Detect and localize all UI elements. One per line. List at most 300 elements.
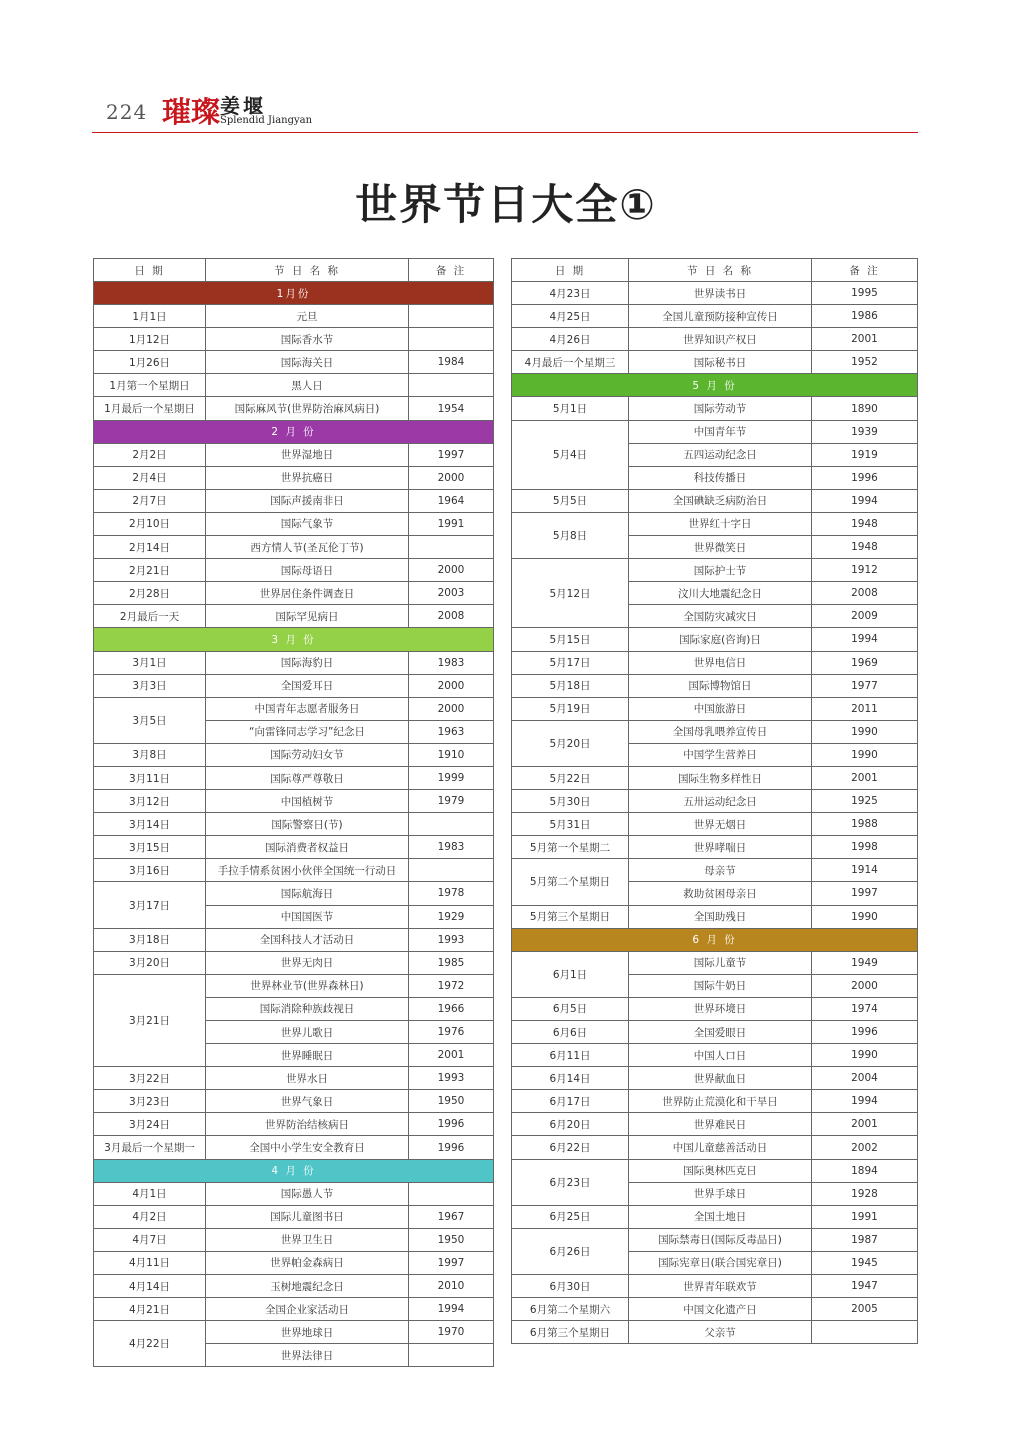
festival-date: 3月24日 [94, 1113, 206, 1136]
festival-name: 五卅运动纪念日 [629, 790, 812, 813]
table-row [94, 1275, 494, 1298]
festival-name: 世界湿地日 [206, 443, 409, 466]
table-row [512, 1136, 918, 1159]
festival-name: 国际博物馆日 [629, 674, 812, 697]
table-row [512, 559, 918, 582]
festival-note: 1914 [812, 859, 918, 882]
table-row [94, 512, 494, 535]
festival-note: 1952 [812, 351, 918, 374]
festival-name: 全国企业家活动日 [206, 1298, 409, 1321]
table-row [512, 1321, 918, 1344]
festival-date: 4月14日 [94, 1275, 206, 1298]
festival-name: 世界水日 [206, 1067, 409, 1090]
festival-date: 6月22日 [512, 1136, 629, 1159]
festival-date: 2月4日 [94, 466, 206, 489]
festival-date: 6月1日 [512, 951, 629, 997]
festival-date: 3月最后一个星期一 [94, 1136, 206, 1159]
festival-note: 1996 [812, 466, 918, 489]
festival-name: 世界环境日 [629, 997, 812, 1020]
festival-name: 国际声援南非日 [206, 489, 409, 512]
festival-note: 1894 [812, 1159, 918, 1182]
festival-name: 中国人口日 [629, 1044, 812, 1067]
festival-name: 世界法律日 [206, 1344, 409, 1367]
festival-note: 2000 [409, 559, 494, 582]
festival-note: 1963 [409, 720, 494, 743]
table-row [94, 1228, 494, 1251]
festival-name: 国际儿童图书日 [206, 1205, 409, 1228]
festival-note: 1948 [812, 536, 918, 559]
festival-note: 1985 [409, 951, 494, 974]
festival-date: 1月第一个星期日 [94, 374, 206, 397]
festival-date: 6月25日 [512, 1205, 629, 1228]
festival-note: 1979 [409, 790, 494, 813]
festival-date: 2月最后一天 [94, 605, 206, 628]
table-row [94, 1136, 494, 1159]
festival-date: 6月5日 [512, 997, 629, 1020]
magazine-logo-side: 姜堰 [220, 94, 266, 118]
table-row [512, 836, 918, 859]
festival-note: 2000 [409, 697, 494, 720]
festival-name: 国际禁毒日(国际反毒品日) [629, 1228, 812, 1251]
festival-name: 世界电信日 [629, 651, 812, 674]
festival-date: 5月12日 [512, 559, 629, 628]
festival-name: 国际气象节 [206, 512, 409, 535]
table-row [94, 397, 494, 420]
table-row [94, 1113, 494, 1136]
festival-note: 1994 [812, 628, 918, 651]
festival-name: 世界林业节(世界森林日) [206, 974, 409, 997]
festival-note: 1986 [812, 305, 918, 328]
festival-name: 世界防止荒漠化和干旱日 [629, 1090, 812, 1113]
table-row [94, 443, 494, 466]
table-row [512, 790, 918, 813]
festival-note: 1996 [409, 1136, 494, 1159]
festival-name: 手拉手情系贫困小伙伴全国统一行动日 [206, 859, 409, 882]
festival-note: 2001 [812, 328, 918, 351]
month-label: 3 月 份 [94, 628, 494, 651]
festival-name: 中国学生营养日 [629, 743, 812, 766]
festival-note: 2000 [409, 466, 494, 489]
month-header-row [94, 1159, 494, 1182]
table-row [94, 951, 494, 974]
festival-date: 4月1日 [94, 1182, 206, 1205]
festival-note [409, 813, 494, 836]
table-row [512, 1044, 918, 1067]
festival-note [409, 328, 494, 351]
festival-name: 中国国医节 [206, 905, 409, 928]
table-row [94, 928, 494, 951]
table-row [512, 997, 918, 1020]
festival-note: 1939 [812, 420, 918, 443]
festival-date: 4月25日 [512, 305, 629, 328]
festival-name: 国际航海日 [206, 882, 409, 905]
festival-note: 1967 [409, 1205, 494, 1228]
festival-note: 2003 [409, 582, 494, 605]
table-row [94, 605, 494, 628]
festival-note: 2000 [812, 974, 918, 997]
table-row [94, 1321, 494, 1344]
month-label: 5 月 份 [512, 374, 918, 397]
table-row [94, 305, 494, 328]
festival-date: 3月14日 [94, 813, 206, 836]
festival-date: 3月11日 [94, 766, 206, 789]
festival-note: 1910 [409, 743, 494, 766]
festival-date: 5月30日 [512, 790, 629, 813]
festival-name: 元旦 [206, 305, 409, 328]
festival-note: 1997 [812, 882, 918, 905]
festival-date: 2月10日 [94, 512, 206, 535]
festival-date: 3月8日 [94, 743, 206, 766]
table-row [512, 512, 918, 535]
table-row [512, 1228, 918, 1251]
table-row [512, 674, 918, 697]
festival-date: 5月4日 [512, 420, 629, 489]
festival-note: 1994 [409, 1298, 494, 1321]
festival-date: 6月第三个星期日 [512, 1321, 629, 1344]
festival-date: 5月19日 [512, 697, 629, 720]
festival-note: 1928 [812, 1182, 918, 1205]
table-row [94, 351, 494, 374]
table-row [512, 1067, 918, 1090]
festival-date: 5月22日 [512, 766, 629, 789]
festival-note: 2005 [812, 1298, 918, 1321]
festival-date: 4月21日 [94, 1298, 206, 1321]
festival-note: 2001 [812, 1113, 918, 1136]
table-row [94, 582, 494, 605]
festival-note: 1977 [812, 674, 918, 697]
festival-note: 1996 [409, 1113, 494, 1136]
page-title: 世界节日大全① [355, 180, 657, 229]
festival-date: 6月30日 [512, 1275, 629, 1298]
festival-name: 全国母乳喂养宣传日 [629, 720, 812, 743]
festival-note: 1929 [409, 905, 494, 928]
festival-date: 2月7日 [94, 489, 206, 512]
festival-date: 4月2日 [94, 1205, 206, 1228]
festival-name: “向雷锋同志学习”纪念日 [206, 720, 409, 743]
table-row [512, 489, 918, 512]
festival-name: 国际奥林匹克日 [629, 1159, 812, 1182]
festival-date: 2月14日 [94, 536, 206, 559]
festival-note: 1990 [812, 743, 918, 766]
festival-name: 西方情人节(圣瓦伦丁节) [206, 536, 409, 559]
festival-date: 1月26日 [94, 351, 206, 374]
festival-name: 国际罕见病日 [206, 605, 409, 628]
festival-name: 黑人日 [206, 374, 409, 397]
festival-name: 世界帕金森病日 [206, 1251, 409, 1274]
festival-note: 1950 [409, 1228, 494, 1251]
festival-date: 3月22日 [94, 1067, 206, 1090]
festival-name: 国际劳动节 [629, 397, 812, 420]
festival-date: 3月3日 [94, 674, 206, 697]
festival-note: 1984 [409, 351, 494, 374]
table-row [512, 697, 918, 720]
festival-note: 2008 [409, 605, 494, 628]
festival-note: 1974 [812, 997, 918, 1020]
festival-date: 1月最后一个星期日 [94, 397, 206, 420]
month-header-row [512, 374, 918, 397]
festival-date: 3月20日 [94, 951, 206, 974]
festival-date: 5月第一个星期二 [512, 836, 629, 859]
festival-note: 1912 [812, 559, 918, 582]
month-label: 4 月 份 [94, 1159, 494, 1182]
table-row [512, 905, 918, 928]
festival-note: 2002 [812, 1136, 918, 1159]
column-header-name: 节 日 名 称 [206, 259, 409, 282]
table-row [512, 305, 918, 328]
festival-name: 国际宪章日(联合国宪章日) [629, 1251, 812, 1274]
festival-name: 世界无烟日 [629, 813, 812, 836]
festival-name: 国际秘书日 [629, 351, 812, 374]
table-row [94, 489, 494, 512]
festival-date: 6月20日 [512, 1113, 629, 1136]
festival-note: 1983 [409, 836, 494, 859]
festival-note: 1970 [409, 1321, 494, 1344]
festival-date: 3月5日 [94, 697, 206, 743]
festival-name: 中国植树节 [206, 790, 409, 813]
table-row [94, 743, 494, 766]
table-row [94, 766, 494, 789]
festival-name: 中国旅游日 [629, 697, 812, 720]
festival-name: 世界难民日 [629, 1113, 812, 1136]
festival-table-right [511, 258, 918, 1344]
festival-note: 1991 [409, 512, 494, 535]
festival-name: 五四运动纪念日 [629, 443, 812, 466]
festival-date: 1月1日 [94, 305, 206, 328]
table-row [94, 1182, 494, 1205]
table-row [94, 1251, 494, 1274]
festival-note: 1976 [409, 1021, 494, 1044]
festival-date: 5月15日 [512, 628, 629, 651]
festival-name: 国际生物多样性日 [629, 766, 812, 789]
festival-date: 3月16日 [94, 859, 206, 882]
festival-date: 5月5日 [512, 489, 629, 512]
festival-date: 5月31日 [512, 813, 629, 836]
festival-date: 2月21日 [94, 559, 206, 582]
festival-date: 6月23日 [512, 1159, 629, 1205]
festival-note: 2001 [812, 766, 918, 789]
festival-note: 1993 [409, 928, 494, 951]
festival-note: 2008 [812, 582, 918, 605]
festival-name: 世界知识产权日 [629, 328, 812, 351]
table-row [94, 974, 494, 997]
festival-date: 6月11日 [512, 1044, 629, 1067]
festival-name: 国际儿童节 [629, 951, 812, 974]
table-row [512, 420, 918, 443]
festival-note: 1994 [812, 1090, 918, 1113]
festival-date: 5月第二个星期日 [512, 859, 629, 905]
festival-name: 国际警察日(节) [206, 813, 409, 836]
festival-note: 1925 [812, 790, 918, 813]
festival-date: 5月1日 [512, 397, 629, 420]
festival-note: 1987 [812, 1228, 918, 1251]
table-row [94, 1090, 494, 1113]
table-row [94, 466, 494, 489]
table-row [512, 628, 918, 651]
festival-date: 5月17日 [512, 651, 629, 674]
page-number: 224 [106, 100, 148, 124]
table-row [512, 1113, 918, 1136]
festival-date: 4月11日 [94, 1251, 206, 1274]
table-row [512, 1021, 918, 1044]
festival-note: 1948 [812, 512, 918, 535]
festival-date: 5月20日 [512, 720, 629, 766]
festival-name: 世界献血日 [629, 1067, 812, 1090]
festival-name: 国际愚人节 [206, 1182, 409, 1205]
festival-note: 1947 [812, 1275, 918, 1298]
festival-note: 1954 [409, 397, 494, 420]
table-row [512, 1159, 918, 1182]
festival-note: 2004 [812, 1067, 918, 1090]
festival-note: 1998 [812, 836, 918, 859]
festival-name: 国际麻风节(世界防治麻风病日) [206, 397, 409, 420]
table-row [94, 1298, 494, 1321]
table-row [94, 813, 494, 836]
festival-name: 世界红十字日 [629, 512, 812, 535]
table-row [512, 720, 918, 743]
festival-note: 1945 [812, 1251, 918, 1274]
festival-name: 全国土地日 [629, 1205, 812, 1228]
festival-name: 全国儿童预防接种宣传日 [629, 305, 812, 328]
festival-note [409, 1344, 494, 1367]
table-row [94, 328, 494, 351]
festival-name: 世界读书日 [629, 282, 812, 305]
table-row [94, 374, 494, 397]
festival-name: 科技传播日 [629, 466, 812, 489]
festival-note: 1994 [812, 489, 918, 512]
festival-name: 国际消除种族歧视日 [206, 997, 409, 1020]
festival-date: 6月第二个星期六 [512, 1298, 629, 1321]
festival-note: 1972 [409, 974, 494, 997]
festival-note: 1950 [409, 1090, 494, 1113]
festival-name: 父亲节 [629, 1321, 812, 1344]
festival-name: 世界气象日 [206, 1090, 409, 1113]
column-header-date: 日 期 [94, 259, 206, 282]
magazine-logo: 璀璨 [162, 95, 221, 129]
table-row [94, 559, 494, 582]
festival-date: 6月17日 [512, 1090, 629, 1113]
festival-date: 2月2日 [94, 443, 206, 466]
column-header-name: 节 日 名 称 [629, 259, 812, 282]
festival-name: 中国儿童慈善活动日 [629, 1136, 812, 1159]
festival-name: 国际海豹日 [206, 651, 409, 674]
festival-date: 3月17日 [94, 882, 206, 928]
festival-name: 全国防灾减灾日 [629, 605, 812, 628]
festival-date: 4月26日 [512, 328, 629, 351]
table-row [512, 766, 918, 789]
festival-name: 全国爱眼日 [629, 1021, 812, 1044]
festival-note: 1949 [812, 951, 918, 974]
festival-name: 国际母语日 [206, 559, 409, 582]
festival-note: 1966 [409, 997, 494, 1020]
festival-name: 全国爱耳日 [206, 674, 409, 697]
festival-note: 1990 [812, 1044, 918, 1067]
festival-date: 4月7日 [94, 1228, 206, 1251]
festival-note: 1964 [409, 489, 494, 512]
table-header-row [512, 259, 918, 282]
month-label: 2 月 份 [94, 420, 494, 443]
festival-note: 1978 [409, 882, 494, 905]
festival-date: 3月15日 [94, 836, 206, 859]
festival-name: 全国科技人才活动日 [206, 928, 409, 951]
festival-note [409, 859, 494, 882]
table-row [512, 282, 918, 305]
festival-name: 国际香水节 [206, 328, 409, 351]
festival-date: 4月22日 [94, 1321, 206, 1367]
month-header-row [94, 420, 494, 443]
festival-name: 世界手球日 [629, 1182, 812, 1205]
table-header-row [94, 259, 494, 282]
festival-date: 6月26日 [512, 1228, 629, 1274]
festival-name: 国际劳动妇女节 [206, 743, 409, 766]
festival-date: 3月18日 [94, 928, 206, 951]
festival-date: 6月6日 [512, 1021, 629, 1044]
festival-note: 1990 [812, 905, 918, 928]
festival-table-left [93, 258, 494, 1367]
festival-name: 国际海关日 [206, 351, 409, 374]
header-divider [92, 132, 918, 133]
festival-note: 1991 [812, 1205, 918, 1228]
festival-name: 玉树地震纪念日 [206, 1275, 409, 1298]
festival-name: 世界无肉日 [206, 951, 409, 974]
festival-note: 1969 [812, 651, 918, 674]
festival-name: 全国助残日 [629, 905, 812, 928]
festival-date: 1月12日 [94, 328, 206, 351]
table-row [512, 951, 918, 974]
table-row [512, 397, 918, 420]
table-row [94, 1067, 494, 1090]
table-row [94, 651, 494, 674]
festival-name: 汶川大地震纪念日 [629, 582, 812, 605]
festival-note: 1988 [812, 813, 918, 836]
festival-date: 5月第三个星期日 [512, 905, 629, 928]
table-row [94, 859, 494, 882]
festival-name: 母亲节 [629, 859, 812, 882]
table-row [512, 351, 918, 374]
month-label: 1月份 [94, 282, 494, 305]
festival-note [812, 1321, 918, 1344]
festival-date: 4月23日 [512, 282, 629, 305]
festival-name: 中国文化遗产日 [629, 1298, 812, 1321]
festival-name: 救助贫困母亲日 [629, 882, 812, 905]
table-row [94, 790, 494, 813]
month-header-row [94, 282, 494, 305]
festival-date: 2月28日 [94, 582, 206, 605]
festival-date: 5月8日 [512, 512, 629, 558]
month-header-row [512, 928, 918, 951]
table-row [512, 859, 918, 882]
festival-name: 世界哮喘日 [629, 836, 812, 859]
table-row [512, 651, 918, 674]
page-header [92, 88, 918, 134]
festival-note: 1993 [409, 1067, 494, 1090]
festival-name: 国际消费者权益日 [206, 836, 409, 859]
festival-date: 3月12日 [94, 790, 206, 813]
festival-note: 1997 [409, 1251, 494, 1274]
festival-name: 国际护士节 [629, 559, 812, 582]
table-row [94, 836, 494, 859]
festival-name: 世界卫生日 [206, 1228, 409, 1251]
festival-name: 国际尊严尊敬日 [206, 766, 409, 789]
festival-note [409, 1182, 494, 1205]
table-row [94, 1205, 494, 1228]
festival-date: 4月最后一个星期三 [512, 351, 629, 374]
festival-name: 国际牛奶日 [629, 974, 812, 997]
festival-note [409, 536, 494, 559]
festival-name: 国际家庭(咨询)日 [629, 628, 812, 651]
table-row [512, 1275, 918, 1298]
festival-note: 1919 [812, 443, 918, 466]
table-row [512, 1205, 918, 1228]
